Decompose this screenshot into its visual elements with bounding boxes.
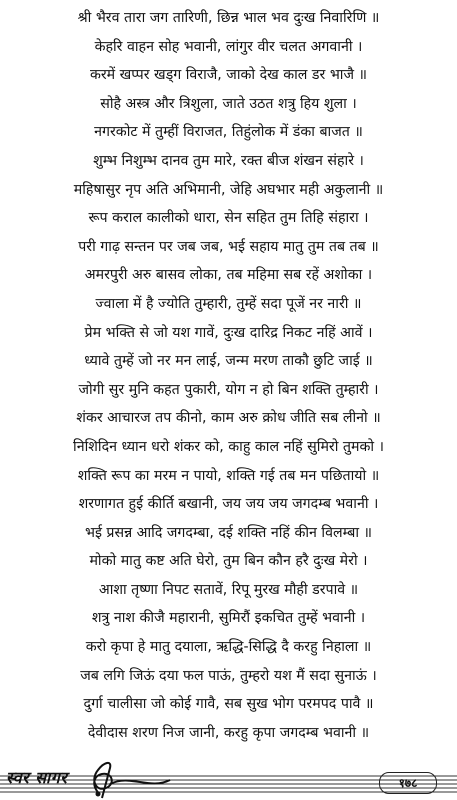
- verse-line: जब लगि जिऊं दया फल पाऊं, तुम्हरो यश मैं सदा सुनाऊं ।: [80, 667, 377, 684]
- verse-line: ज्वाला में है ज्योति तुम्हारी, तुम्हें सदा पूजें नर नारी ॥: [95, 295, 362, 312]
- verse-line: शुम्भ निशुम्भ दानव तुम मारे, रक्त बीज शंखन संहारे ।: [93, 152, 364, 169]
- verse-line: अमरपुरी अरु बासव लोका, तब महिमा सब रहें अशोका ।: [84, 267, 373, 284]
- verse-line: शरणागत हुई कीर्ति बखानी, जय जय जय जगदम्ब भवानी ।: [78, 496, 379, 513]
- verse-line: प्रेम भक्ति से जो यश गावें, दुःख दारिद्र निकट नहिं आवें ।: [84, 324, 373, 341]
- verse-line: आशा तृष्णा निपट सतावें, रिपू मुरख मौही डरपावे ॥: [98, 581, 359, 598]
- verse-line: जोगी सुर मुनि कहत पुकारी, योग न हो बिन शक्ति तुम्हारी ।: [78, 381, 379, 398]
- verse-line: केहरि वाहन सोह भवानी, लांगुर वीर चलत अगवानी ।: [94, 38, 363, 55]
- page-footer: [0, 754, 457, 800]
- verse-list: [0, 4, 457, 747]
- verse-line: दुर्गा चालीसा जो कोई गावै, सब सुख भोग परमपद पावै ॥: [83, 696, 374, 713]
- verse-line: ध्यावे तुम्हें जो नर मन लाई, जन्म मरण ताकौ छुटि जाई ॥: [84, 353, 373, 370]
- verse-line: परी गाढ़ सन्तन पर जब जब, भई सहाय मातु तुम तब तब ॥: [78, 238, 379, 255]
- verse-line: देवीदास शरण निज जानी, करहु कृपा जगदम्ब भवानी ॥: [87, 724, 370, 741]
- verse-line: महिषासुर नृप अति अभिमानी, जेहि अघभार मही अकुलानी ॥: [73, 181, 384, 198]
- verse-line: करमें खप्पर खड्ग विराजै, जाको देख काल डर भाजै ॥: [89, 67, 368, 84]
- verse-line: सोहै अस्त्र और त्रिशुला, जाते उठत शत्रु हिय शुला ।: [100, 95, 357, 112]
- verse-line: नगरकोट में तुम्हीं विराजत, तिहुंलोक में डंका बाजत ॥: [94, 124, 363, 141]
- page-number: १७८: [379, 772, 437, 794]
- verse-line: शंकर आचारज तप कीनो, काम अरु क्रोध जीति सब लीनो ॥: [76, 410, 381, 427]
- verse-line: शक्ति रूप का मरम न पायो, शक्ति गई तब मन पछितायो ॥: [77, 467, 380, 484]
- brand-logo: स्वर सागर: [6, 768, 68, 787]
- verse-line: करो कृपा हे मातु दयाला, ऋद्धि-सिद्धि दै करहु निहाला ॥: [85, 639, 372, 656]
- verse-line: शत्रु नाश कीजै महारानी, सुमिरौं इकचित तुम्हें भवानी ।: [91, 610, 366, 627]
- verse-line: श्री भैरव तारा जग तारिणी, छिन्न भाल भव दुःख निवारिणि ॥: [77, 10, 380, 26]
- verse-line: भई प्रसन्न आदि जगदम्बा, दई शक्ति नहिं कीन विलम्बा ॥: [84, 524, 373, 541]
- verse-line: रूप कराल कालीको धारा, सेन सहित तुम तिहि संहारा ।: [88, 210, 369, 227]
- verse-line: निशिदिन ध्यान धरो शंकर को, काहु काल नहिं सुमिरो तुमको ।: [73, 438, 384, 455]
- verse-line: मोको मातु कष्ट अति घेरो, तुम बिन कौन हरै दुःख मेरो ।: [89, 553, 368, 570]
